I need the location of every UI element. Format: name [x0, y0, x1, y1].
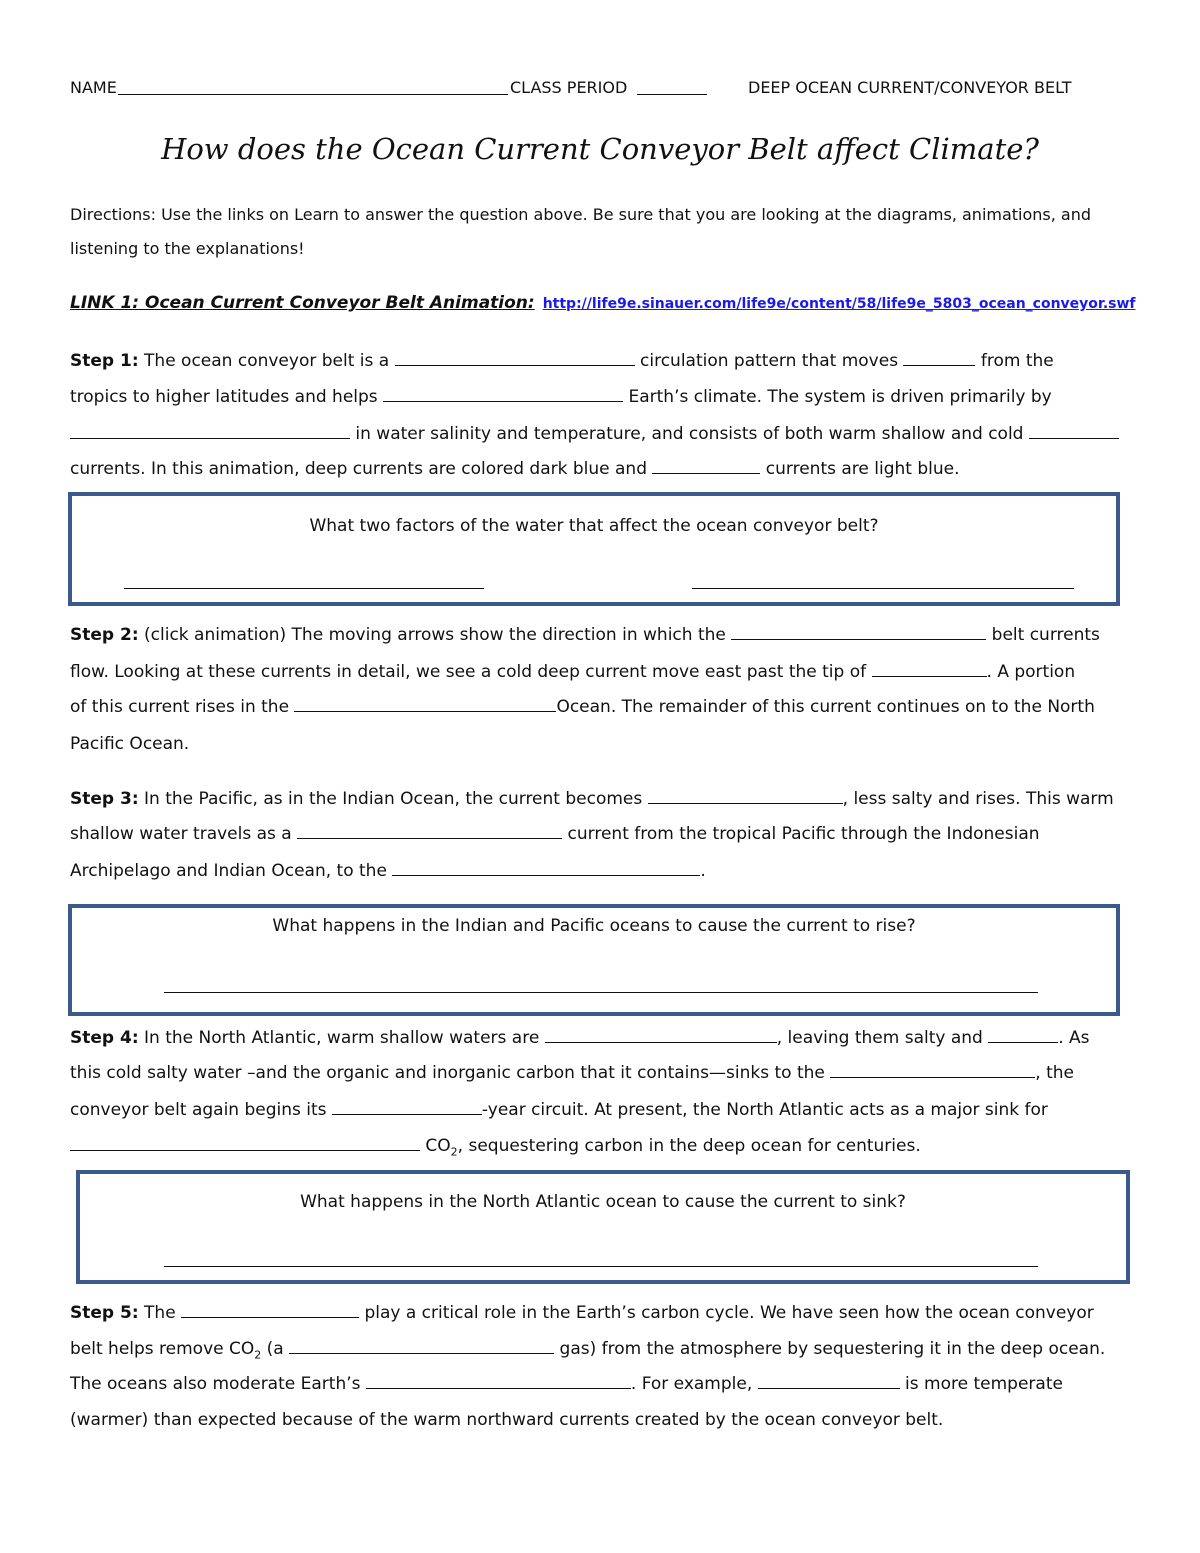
step-1-text: from the: [975, 351, 1054, 371]
step-4-line-1: [70, 1027, 1090, 1049]
class-period-blank[interactable]: [637, 78, 707, 95]
step-1-line-2: [70, 386, 1052, 408]
step-1-blank-3[interactable]: [383, 387, 623, 402]
step-3-text: In the Pacific, as in the Indian Ocean, the current becomes: [138, 789, 648, 809]
step-1-blank-2[interactable]: [903, 351, 975, 366]
step-2-text: . A portion: [986, 662, 1076, 682]
step-5-blank-1[interactable]: [181, 1303, 359, 1318]
step-1-blank-5[interactable]: [1029, 424, 1119, 439]
step-3-line-1: [70, 788, 1114, 810]
question-box-3-answer-line[interactable]: [164, 1266, 1038, 1267]
step-4-line-3: [70, 1099, 1048, 1121]
step-2-line-4: Pacific Ocean.: [70, 734, 190, 754]
question-box-3: [76, 1170, 1130, 1284]
step-2-blank-2[interactable]: [872, 662, 987, 677]
step-4-text: , the: [1035, 1063, 1074, 1083]
page-title: How does the Ocean Current Conveyor Belt affect Climate?: [161, 132, 1039, 166]
step-1-blank-4[interactable]: [70, 424, 350, 439]
step-2-blank-3[interactable]: [294, 697, 556, 712]
step-4-line-4: [70, 1135, 921, 1163]
step-3-text: current from the tropical Pacific through the Indonesian: [562, 824, 1040, 844]
name-blank[interactable]: [118, 78, 508, 95]
step-5-blank-3[interactable]: [366, 1374, 631, 1389]
step-3-label: Step 3:: [70, 789, 139, 809]
class-period-label: CLASS PERIOD: [510, 78, 628, 97]
step-2-blank-1[interactable]: [731, 625, 986, 640]
step-2-line-3: [70, 696, 1095, 718]
step-2-text: of this current rises in the: [70, 697, 295, 717]
step-1-line-1: [70, 350, 1054, 372]
step-5-text: belt helps remove CO: [70, 1339, 255, 1359]
step-4-blank-3[interactable]: [830, 1063, 1035, 1078]
question-box-3-text: What happens in the North Atlantic ocean to cause the current to sink?: [300, 1192, 906, 1212]
step-4-text: -year circuit. At present, the North Atlantic acts as a major sink for: [481, 1100, 1048, 1120]
step-4-label: Step 4:: [70, 1028, 139, 1048]
subscript: 2: [254, 1348, 262, 1362]
step-1-line-4: [70, 458, 960, 480]
step-3-blank-2[interactable]: [297, 824, 562, 839]
step-4-blank-1[interactable]: [545, 1028, 777, 1043]
subscript: 2: [450, 1145, 458, 1159]
step-1-text: The ocean conveyor belt is a: [138, 351, 395, 371]
step-5-text: gas) from the atmosphere by sequestering it in the deep ocean.: [554, 1339, 1106, 1359]
question-box-1-answer-line-2[interactable]: [692, 588, 1074, 589]
step-1-text: tropics to higher latitudes and helps: [70, 387, 384, 407]
step-4-text: . As: [1058, 1028, 1090, 1048]
step-4-text: this cold salty water –and the organic and inorganic carbon that it contains—sinks to the: [70, 1063, 831, 1083]
step-3-blank-1[interactable]: [648, 789, 843, 804]
step-1-text: in water salinity and temperature, and consists of both warm shallow and cold: [350, 424, 1029, 444]
step-4-blank-4[interactable]: [332, 1100, 482, 1115]
step-5-text: is more temperate: [899, 1374, 1063, 1394]
question-box-1-answer-line-1[interactable]: [124, 588, 484, 589]
topic-label: DEEP OCEAN CURRENT/CONVEYOR BELT: [748, 78, 1072, 97]
question-box-1: [68, 492, 1120, 606]
step-5-blank-4[interactable]: [758, 1374, 900, 1389]
step-4-text: , sequestering carbon in the deep ocean for centuries.: [457, 1136, 921, 1156]
step-4-text: conveyor belt again begins its: [70, 1100, 332, 1120]
directions-line-2: listening to the explanations!: [70, 239, 305, 258]
step-3-blank-3[interactable]: [392, 861, 700, 876]
step-4-text: CO: [420, 1136, 451, 1156]
link-1-label: LINK 1: Ocean Current Conveyor Belt Animation:: [70, 293, 535, 313]
step-3-text: , less salty and rises. This warm: [842, 789, 1114, 809]
step-3-line-3: [70, 860, 706, 882]
question-box-1-text: What two factors of the water that affect the ocean conveyor belt?: [309, 516, 879, 536]
step-1-text: currents are light blue.: [760, 459, 960, 479]
step-4-text: In the North Atlantic, warm shallow waters are: [138, 1028, 545, 1048]
step-5-text: The: [138, 1303, 182, 1323]
step-5-text: (a: [261, 1339, 290, 1359]
step-4-blank-5[interactable]: [70, 1136, 420, 1151]
step-5-text: The oceans also moderate Earth’s: [70, 1374, 366, 1394]
step-2-text: flow. Looking at these currents in detail, we see a cold deep current move east past the tip of: [70, 662, 872, 682]
step-5-label: Step 5:: [70, 1303, 139, 1323]
step-2-line-2: [70, 661, 1075, 683]
step-3-text: Archipelago and Indian Ocean, to the: [70, 861, 393, 881]
question-box-2-text: What happens in the Indian and Pacific oceans to cause the current to rise?: [272, 916, 916, 936]
link-1-url[interactable]: http://life9e.sinauer.com/life9e/content/58/life9e_5803_ocean_conveyor.swf: [542, 296, 1136, 312]
step-4-text: , leaving them salty and: [776, 1028, 989, 1048]
link-1: [70, 293, 1136, 313]
step-1-label: Step 1:: [70, 351, 139, 371]
step-2-label: Step 2:: [70, 625, 139, 645]
step-3-line-2: [70, 823, 1040, 845]
step-4-line-2: [70, 1062, 1074, 1084]
step-1-blank-1[interactable]: [395, 351, 635, 366]
step-1-blank-6[interactable]: [652, 459, 760, 474]
step-2-line-1: [70, 624, 1100, 646]
step-1-text: currents. In this animation, deep currents are colored dark blue and: [70, 459, 653, 479]
step-3-text: shallow water travels as a: [70, 824, 298, 844]
step-2-text: Ocean. The remainder of this current continues on to the North: [556, 697, 1095, 717]
step-3-text: .: [700, 861, 706, 881]
name-label: NAME: [70, 78, 117, 97]
step-2-text: (click animation) The moving arrows show the direction in which the: [138, 625, 732, 645]
step-2-text: belt currents: [986, 625, 1100, 645]
step-1-line-3: [70, 423, 1119, 445]
step-5-blank-2[interactable]: [289, 1339, 554, 1354]
directions-line-1: Directions: Use the links on Learn to answer the question above. Be sure that you are looking at the diagrams, animations, and: [70, 205, 1092, 224]
step-5-line-1: [70, 1302, 1094, 1324]
question-box-2-answer-line[interactable]: [164, 992, 1038, 993]
step-5-line-4: (warmer) than expected because of the warm northward currents created by the ocean conveyor belt.: [70, 1410, 944, 1430]
step-5-line-2: [70, 1338, 1105, 1366]
step-1-text: Earth’s climate. The system is driven primarily by: [623, 387, 1052, 407]
step-5-line-3: [70, 1373, 1063, 1395]
question-box-2: [68, 904, 1120, 1016]
step-5-text: . For example,: [630, 1374, 758, 1394]
step-5-text: play a critical role in the Earth’s carbon cycle. We have seen how the ocean conveyor: [359, 1303, 1094, 1323]
step-4-blank-2[interactable]: [988, 1028, 1058, 1043]
step-1-text: circulation pattern that moves: [634, 351, 904, 371]
